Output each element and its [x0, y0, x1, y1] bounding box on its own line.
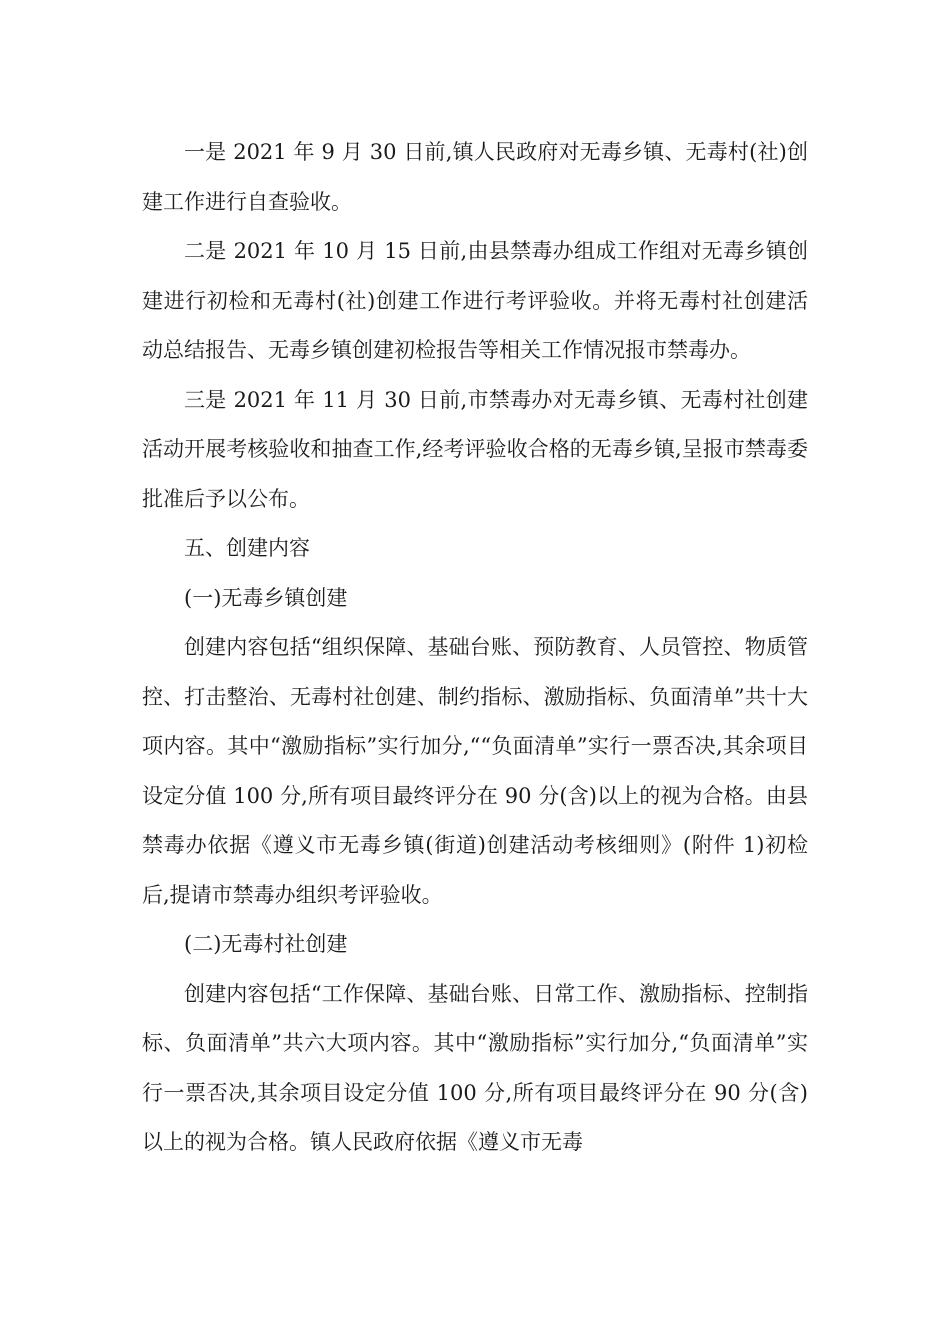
section-heading-creation-content: 五、创建内容: [184, 536, 310, 560]
subsection-heading-drug-free-town: (一)无毒乡镇创建: [184, 585, 348, 610]
paragraph-timeline-1: 一是 2021 年 9 月 30 日前,镇人民政府对无毒乡镇、无毒村(社)创建工作进行自查验收。: [142, 140, 808, 214]
paragraph-drug-free-town-content: 创建内容包括“组织保障、基础台账、预防教育、人员管控、物质管控、打击整治、无毒村社创建、制约指标、激励指标、负面清单”共十大项内容。其中“激励指标”实行加分,““负面清单”实行一票否决,其余项目设定分值 100 分,所有项目最终评分在 90 分(含)以上的视为合格。由县禁毒办依据《遵义市无毒乡镇(街道)创建活动考核细则》(附件 1)初检后,提请市禁毒办组织考评验收。: [142, 635, 808, 907]
document-page: [142, 128, 808, 1168]
paragraph-timeline-2: 二是 2021 年 10 月 15 日前,由县禁毒办组成工作组对无毒乡镇创建进行初检和无毒村(社)创建工作进行考评验收。并将无毒村社创建活动总结报告、无毒乡镇创建初检报告等相关工作情况报市禁毒办。: [142, 239, 808, 362]
paragraph-drug-free-village-content: 创建内容包括“工作保障、基础台账、日常工作、激励指标、控制指标、负面清单”共六大项内容。其中“激励指标”实行加分,“负面清单”实行一票否决,其余项目设定分值 100 分,所有项目最终评分在 90 分(含)以上的视为合格。镇人民政府依据《遵义市无毒: [142, 981, 808, 1154]
paragraph-timeline-3: 三是 2021 年 11 月 30 日前,市禁毒办对无毒乡镇、无毒村社创建活动开展考核验收和抽查工作,经考评验收合格的无毒乡镇,呈报市禁毒委批准后予以公布。: [142, 387, 808, 511]
subsection-heading-drug-free-village: (二)无毒村社创建: [184, 932, 348, 956]
